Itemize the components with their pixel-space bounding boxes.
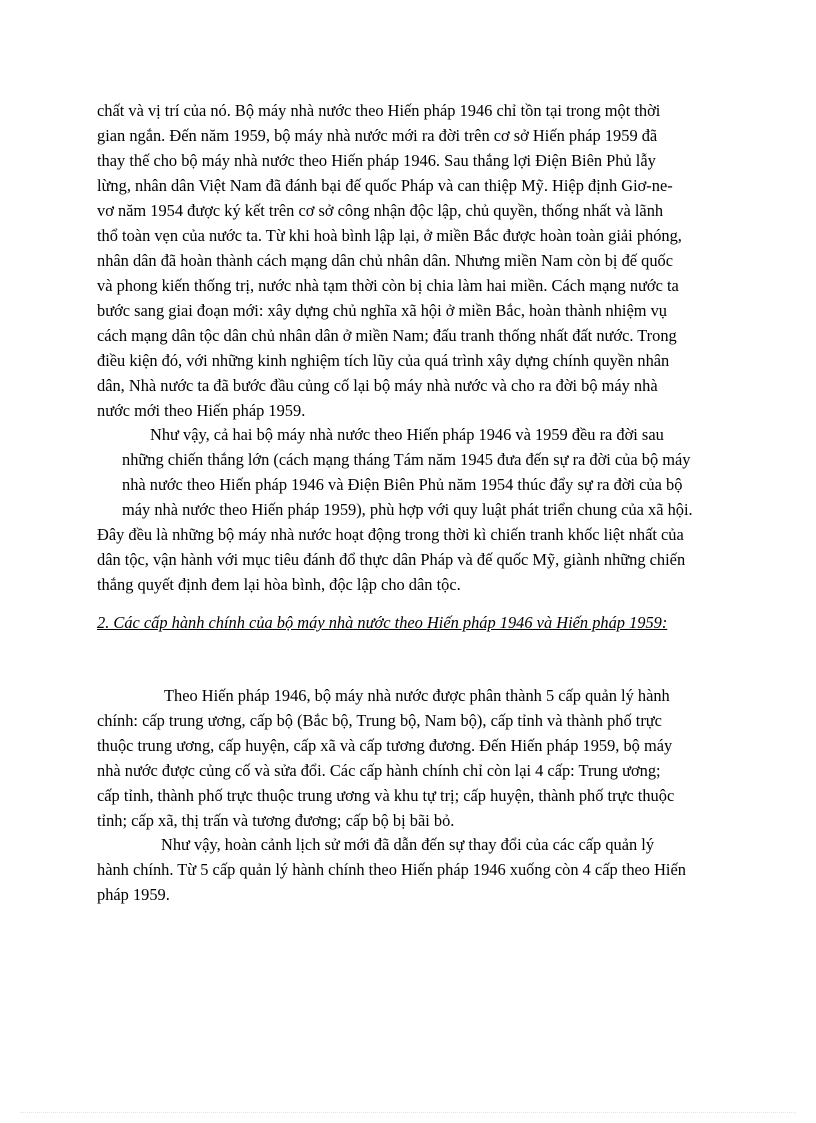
body-text-line: cấp tỉnh, thành phố trực thuộc trung ương và khu tự trị; cấp huyện, thành phố trực thuộc (97, 786, 675, 805)
body-text-line: thay thế cho bộ máy nhà nước theo Hiến pháp 1946. Sau thắng lợi Điện Biên Phủ lẫy (97, 151, 656, 170)
body-text-line: Đây đều là những bộ máy nhà nước hoạt động trong thời kì chiến tranh khốc liệt nhất của (97, 525, 684, 544)
body-text-line: thắng quyết định đem lại hòa bình, độc lập cho dân tộc. (97, 575, 461, 594)
body-text-line: chất và vị trí của nó. Bộ máy nhà nước theo Hiến pháp 1946 chỉ tồn tại trong một thời (97, 101, 661, 120)
page-bottom-border (20, 1112, 796, 1113)
body-text-line: vơ năm 1954 được ký kết trên cơ sở công nhận độc lập, chủ quyền, thống nhất và lãnh (97, 201, 664, 220)
body-text-line: Như vậy, hoàn cảnh lịch sử mới đã dẫn đến sự thay đổi của các cấp quản lý (161, 835, 655, 854)
body-text-line: những chiến thắng lớn (cách mạng tháng Tám năm 1945 đưa đến sự ra đời của bộ máy (122, 450, 691, 469)
body-text-line: dân tộc, vận hành với mục tiêu đánh đổ thực dân Pháp và đế quốc Mỹ, giành những chiến (97, 550, 686, 569)
body-text-line: Theo Hiến pháp 1946, bộ máy nhà nước được phân thành 5 cấp quản lý hành (164, 686, 670, 705)
body-text-line: máy nhà nước theo Hiến pháp 1959), phù hợp với quy luật phát triển chung của xã hội. (122, 500, 693, 519)
body-text-line: lừng, nhân dân Việt Nam đã đánh bại đế quốc Pháp và can thiệp Mỹ. Hiệp định Giơ-ne- (97, 176, 673, 195)
body-text-line: nhân dân đã hoàn thành cách mạng dân chủ nhân dân. Nhưng miền Nam còn bị đế quốc (97, 251, 674, 270)
section-heading: 2. Các cấp hành chính của bộ máy nhà nước theo Hiến pháp 1946 và Hiến pháp 1959: (97, 613, 668, 632)
body-text-line: dân, Nhà nước ta đã bước đầu củng cố lại bộ máy nhà nước và cho ra đời bộ máy nhà (97, 376, 658, 395)
body-text-line: nước mới theo Hiến pháp 1959. (97, 401, 306, 420)
body-text-line: tỉnh; cấp xã, thị trấn và tương đương; cấp bộ bị bãi bỏ. (97, 811, 455, 830)
body-text-line: pháp 1959. (97, 885, 170, 904)
body-text-line: gian ngắn. Đến năm 1959, bộ máy nhà nước mới ra đời trên cơ sở Hiến pháp 1959 đã (97, 126, 658, 145)
body-text-line: hành chính. Từ 5 cấp quản lý hành chính theo Hiến pháp 1946 xuống còn 4 cấp theo Hiến (97, 860, 686, 879)
body-text-line: thổ toàn vẹn của nước ta. Từ khi hoà bình lập lại, ở miền Bắc được hoàn toàn giải phóng, (97, 226, 682, 245)
body-text-line: cách mạng dân tộc dân chủ nhân dân ở miền Nam; đấu tranh thống nhất đất nước. Trong (97, 326, 677, 345)
body-text-line: bước sang giai đoạn mới: xây dựng chủ nghĩa xã hội ở miền Bắc, hoàn thành nhiệm vụ (97, 301, 667, 320)
body-text-line: Như vậy, cả hai bộ máy nhà nước theo Hiến pháp 1946 và 1959 đều ra đời sau (150, 425, 664, 444)
body-text-line: và phong kiến thống trị, nước nhà tạm thời còn bị chia làm hai miền. Cách mạng nước ta (97, 276, 679, 295)
body-text-line: chính: cấp trung ương, cấp bộ (Bắc bộ, Trung bộ, Nam bộ), cấp tỉnh và thành phố trực (97, 711, 662, 730)
body-text-line: thuộc trung ương, cấp huyện, cấp xã và cấp tương đương. Đến Hiến pháp 1959, bộ máy (97, 736, 673, 755)
body-text-line: điều kiện đó, với những kinh nghiệm tích lũy của quá trình xây dựng chính quyền nhân (97, 351, 670, 370)
body-text-line: nhà nước theo Hiến pháp 1946 và Điện Biên Phủ năm 1954 thúc đẩy sự ra đời của bộ (122, 475, 683, 494)
body-text-line: nhà nước được củng cố và sửa đổi. Các cấp hành chính chỉ còn lại 4 cấp: Trung ương; (97, 761, 661, 780)
